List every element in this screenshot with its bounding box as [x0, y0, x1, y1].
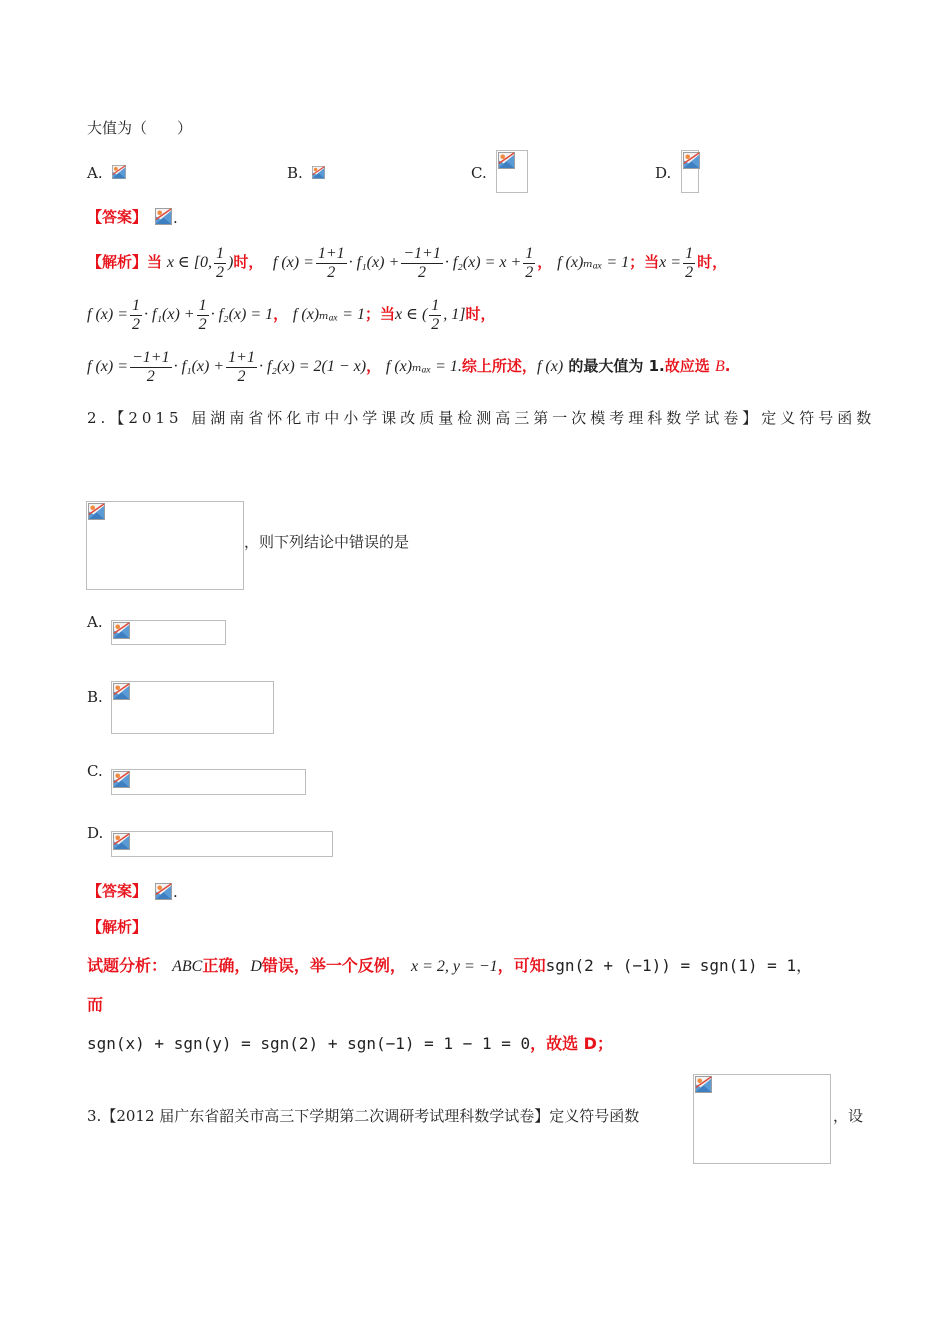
q1-choose: 故应选 [664, 357, 715, 375]
q2-d: D [250, 958, 262, 975]
q1-text-when2: 当 [644, 253, 660, 271]
q1-math-x-in2: x ∈ ( [395, 306, 428, 323]
q1-answer-label: 【答案】 [87, 208, 148, 226]
q2-sgn-eq1: sgn(2 + (−1)) = sgn(1) = 1， [545, 956, 813, 975]
q1-text-when: 当 [147, 253, 163, 271]
q2-option-d-image [111, 831, 333, 857]
q1-comma: ， [537, 253, 553, 271]
q1-max-is: 的最大值为 1. [563, 357, 665, 375]
broken-image-icon [113, 833, 130, 850]
q2-option-d-label: D. [87, 824, 104, 842]
q1-math-fx4: f (x) [536, 358, 564, 375]
q1-frac-half3: $\frac{1}{2}$ [685, 244, 694, 281]
broken-image-icon [112, 160, 126, 184]
q2-er: 而 [87, 995, 104, 1014]
q2-sgn-line: sgn(x) + sgn(y) = sgn(2) + sgn(−1) = 1 − 1 = 0 [87, 1034, 531, 1053]
q2-answer-period: . [173, 883, 178, 901]
broken-image-icon [312, 163, 325, 182]
broken-image-icon [155, 207, 172, 226]
q2-option-b-label: B. [87, 688, 103, 706]
q1-frac-half2: $\frac{1}{2}$ [525, 244, 534, 281]
q1-semicolon: ； [629, 253, 645, 271]
q2-option-b-image [111, 681, 274, 734]
q2-xy: x = 2, y = −1 [411, 958, 498, 975]
q1-math-fmax2: f (x)ₘₐₓ = 1 [292, 306, 365, 323]
q2-choose: ，故选 D； [530, 1034, 613, 1053]
broken-image-icon [155, 882, 172, 901]
q1-option-a-label: A. [87, 164, 103, 182]
broken-image-icon [88, 503, 105, 520]
q2-prompt: ，则下列结论中错误的是 [244, 533, 410, 551]
q1-option-c-label: C. [471, 164, 487, 182]
q1-frac-coef1: $\frac{1+1}{2}$ [317, 244, 345, 281]
q1-math-f2x: · f₂(x) = x + [444, 254, 522, 271]
q2-wrong: 错误，举一个反例， [261, 956, 406, 975]
q2-analysis-label: 【解析】 [87, 918, 148, 936]
broken-image-icon [113, 771, 130, 788]
q1-math-f1x3: · f₁(x) + [173, 358, 225, 375]
q1-math-fx2: f (x) = [87, 306, 128, 323]
q1-option-b-label: B. [287, 164, 303, 182]
q1-frac-half: $\frac{1}{2}$ [215, 244, 224, 281]
broken-image-icon [695, 1076, 712, 1093]
q2-answer-label: 【答案】 [87, 882, 148, 900]
q1-math-f1x2: · f₁(x) + [144, 306, 195, 323]
q1-math-fx3: f (x) = [87, 358, 128, 375]
q2-know: ，可知 [497, 956, 546, 975]
q3-source: 【2012 届广东省韶关市高三下学期第二次调研考试理科数学试卷】定义符号函数 [101, 1107, 640, 1125]
q1-text-time3: 时， [465, 305, 496, 323]
q1-math-fmax3: f (x)ₘₐₓ = 1. [385, 358, 462, 375]
q1-math-f2-eq2x: · f₂(x) = 2(1 − x) [258, 358, 367, 375]
q1-math-fx: f (x) = [272, 254, 314, 271]
q1-frac-coef4: $\frac{1+1}{2}$ [228, 348, 255, 385]
q1-analysis-label: 【解析】 [87, 253, 148, 271]
q1-stem-tail: 大值为（ ） [87, 119, 193, 137]
q2-analysis-text: 试题分析： [87, 956, 168, 975]
q1-analysis-line1: 【解析】当 x ∈ [0, $\frac{1}{2}$ )时， f (x) = $\frac{1+1}{2}$ · f₁(x) + $\frac{-1+1}{2}$ · f₂(x) = x + $\frac{1}{2}$ ， f (x)ₘₐₓ = 1；当x = $\frac{1}{2}$ 时， [87, 244, 728, 281]
q1-math-x-in: x ∈ [0, [166, 254, 212, 271]
q2-correct: 正确， [202, 956, 251, 975]
q1-frac-coef2: $\frac{-1+1}{2}$ [403, 244, 441, 281]
q1-comma2: ， [273, 305, 289, 323]
q1-math-one-bracket: , 1] [443, 306, 466, 323]
q3-tail: ，设 [833, 1107, 864, 1125]
q2-heading [87, 407, 875, 428]
q1-analysis-line3 [87, 346, 730, 387]
broken-image-icon [113, 683, 130, 700]
q1-math-fmax1: f (x)ₘₐₓ = 1 [557, 254, 630, 271]
q1-semicolon2: ； [364, 305, 380, 323]
broken-image-icon [683, 152, 700, 169]
q1-frac-half4: $\frac{1}{2}$ [132, 296, 140, 333]
broken-image-icon [498, 152, 515, 169]
q1-option-c-image [496, 150, 528, 193]
q1-frac-half5: $\frac{1}{2}$ [198, 296, 207, 333]
q1-comma3: ， [366, 357, 382, 375]
q3-heading [87, 1105, 639, 1126]
q2-option-a-label: A. [87, 613, 103, 631]
q1-frac-half6: $\frac{1}{2}$ [431, 296, 440, 333]
q2-number: 2. [87, 409, 110, 427]
q1-math-f2-eq1: · f₂(x) = 1 [210, 306, 274, 323]
q2-definition-image [86, 501, 244, 590]
q1-summary: 综上所述， [461, 357, 537, 375]
q1-text-time2: 时， [697, 253, 728, 271]
q2-option-a-image [111, 620, 226, 645]
q2-analysis-line1 [87, 953, 812, 976]
q1-text-time: 时， [233, 253, 264, 271]
q2-option-c-label: C. [87, 762, 103, 780]
q1-math-f1x: · f₁(x) + [348, 254, 400, 271]
q1-analysis-line2 [87, 294, 496, 335]
q2-analysis-line3 [87, 1031, 613, 1054]
q3-number: 3. [87, 1107, 102, 1125]
q1-option-d-label: D. [655, 164, 672, 182]
q2-option-c-image [111, 769, 306, 795]
q1-math-x-eq: x = [659, 254, 682, 271]
q2-source: 【2015 届湖南省怀化市中小学课改质量检测高三第一次模考理科数学试卷】定义符号函数 [109, 409, 876, 427]
q1-option-d-image [681, 150, 699, 193]
q3-definition-image [693, 1074, 831, 1164]
q2-abc: ABC [172, 958, 203, 975]
q1-answer-period: . [173, 209, 178, 227]
q1-choice-b: B [714, 358, 725, 375]
q1-frac-coef3: $\frac{-1+1}{2}$ [132, 348, 170, 385]
q1-final-period: . [724, 357, 731, 375]
q1-text-when3: 当 [379, 305, 395, 323]
broken-image-icon [113, 622, 130, 639]
